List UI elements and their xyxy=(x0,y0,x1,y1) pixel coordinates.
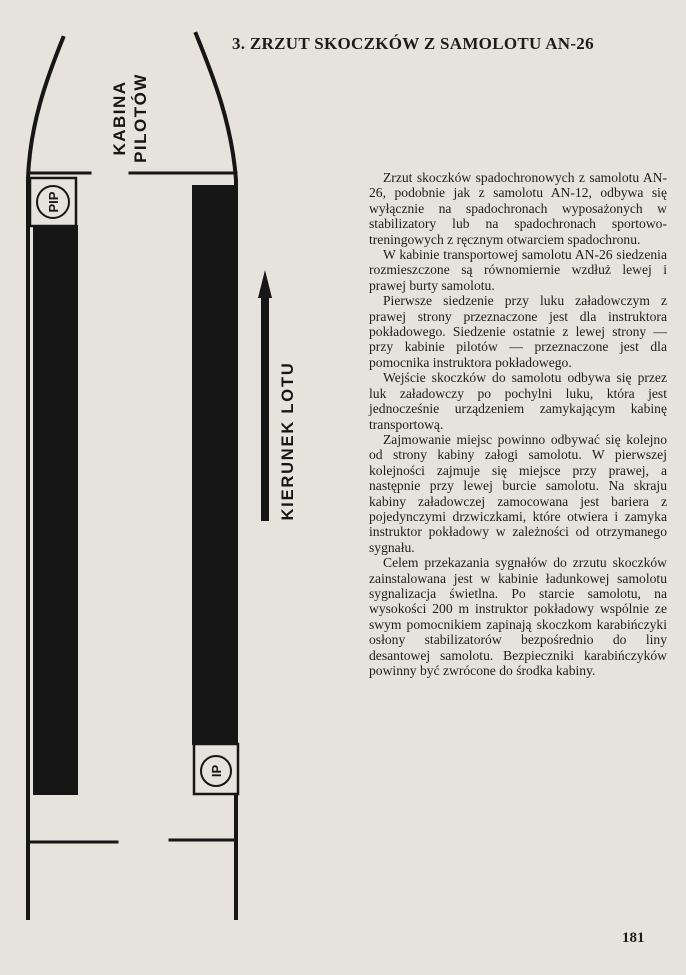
article-body xyxy=(369,170,667,678)
page-heading: 3. ZRZUT SKOCZKÓW Z SAMOLOTU AN-26 xyxy=(232,34,594,53)
seat-marker-assistant-label: PIP xyxy=(46,191,61,213)
paragraph: Pierwsze siedzenie przy luku załadowczym z prawej strony przeznaczone jest dla instruktora pokładowego. Siedzenie ostatnie z lewej strony — przy kabinie pilotów — przeznaczone jest dla pomocnika instruktora pokładowego. xyxy=(369,293,667,370)
flight-direction-arrow xyxy=(258,270,272,521)
paragraph: Celem przekazania sygnałów do zrzutu skoczków zainstalowana jest w kabinie ładunkowej samolotu sygnalizacja świetlna. Po starcie samolotu, na wysokości 200 m instruktor pokładowy wspólnie ze swym pomocnikiem zapinają skoczkom karabińczyki osłony stabilizatorów bezpośrednio do liny desantowej samolotu. Bezpieczniki karabińczyków powinny być zwrócone do środka kabiny. xyxy=(369,555,667,678)
cockpit-label-line1: KABINA xyxy=(110,80,129,156)
seat-marker-instructor-label: IP xyxy=(209,764,224,778)
seat-marker-instructor xyxy=(194,744,238,794)
paragraph: W kabinie transportowej samolotu AN-26 siedzenia rozmieszczone są równomiernie wzdłuż lewej i prawej burty samolotu. xyxy=(369,247,667,293)
aircraft-cabin-diagram xyxy=(0,0,300,975)
left-seat-bench xyxy=(33,225,78,795)
seat-marker-assistant xyxy=(30,178,76,226)
paragraph: Zajmowanie miejsc powinno odbywać się kolejno od strony kabiny załogi samolotu. W pierwszej kolejności zajmuje się miejsce przy prawej, a następnie przy lewej burcie samolotu. Na skraju kabiny załadowczej zamocowana jest bariera z pojedynczymi drzwiczkami, które otwiera i zamyka instruktor pokładowy w zależności od otrzymanego sygnału. xyxy=(369,431,667,555)
cockpit-label-line2: PILOTÓW xyxy=(131,73,150,163)
page-number: 181 xyxy=(622,930,645,946)
right-seat-bench xyxy=(192,185,237,745)
paragraph: Zrzut skoczków spadochronowych z samolotu AN-26, podobnie jak z samolotu AN-12, odbywa się wyłącznie na spadochronach wyposażonych w stabilizatory lub na spadochronach sportowo-treningowych z ręcznym otwarciem spadochronu. xyxy=(369,170,667,247)
paragraph: Wejście skoczków do samolotu odbywa się przez luk załadowczy po pochylni luku, która jest jednocześnie urządzeniem zamykającym kabinę transportową. xyxy=(369,370,667,432)
flight-direction-label: KIERUNEK LOTU xyxy=(279,361,297,521)
